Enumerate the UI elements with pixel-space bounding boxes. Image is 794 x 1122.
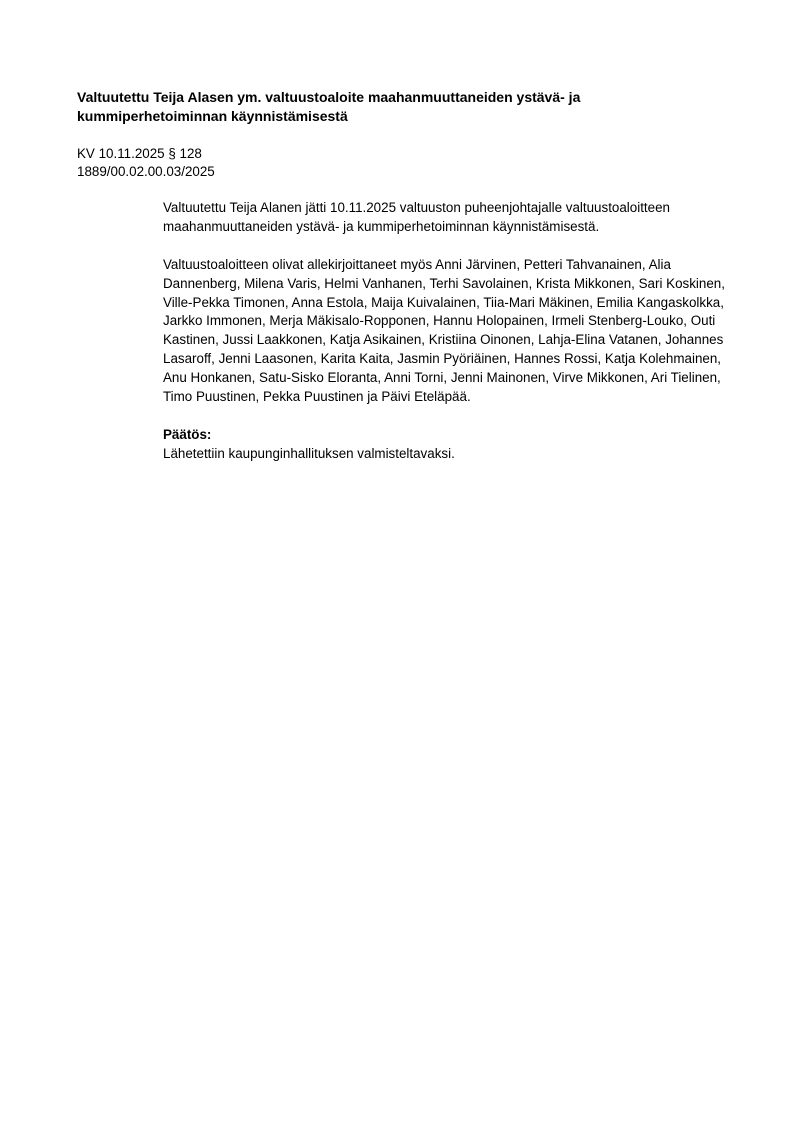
meeting-reference: KV 10.11.2025 § 128	[77, 146, 202, 161]
decision-section	[163, 426, 729, 464]
decision-label: Päätös:	[163, 426, 212, 442]
decision-text: Lähetettiin kaupunginhallituksen valmisteltavaksi.	[163, 445, 455, 461]
document-title: Valtuutettu Teija Alasen ym. valtuustoaloite maahanmuuttaneiden ystävä- ja kummiperhetoiminnan käynnistämisestä	[77, 89, 581, 124]
paragraph-initiative: Valtuutettu Teija Alanen jätti 10.11.2025 valtuuston puheenjohtajalle valtuustoaloitteen maahanmuuttaneiden ystävä- ja kummiperhetoiminnan käynnistämisestä.	[163, 200, 670, 234]
document-meta	[77, 145, 215, 181]
paragraph-signatories: Valtuustoaloitteen olivat allekirjoittaneet myös Anni Järvinen, Petteri Tahvanainen, Alia Dannenberg, Milena Varis, Helmi Vanhanen, Terhi Savolainen, Krista Mikkonen, Sari Koskinen, Ville-Pekka Timonen, Anna Estola, Maija Kuivalainen, Tiia-Mari Mäkinen, Emilia Kangaskolkka, Jarkko Immonen, Merja Mäkisalo-Ropponen, Hannu Holopainen, Irmeli Stenberg-Louko, Outi Kastinen, Jussi Laakkonen, Katja Asikainen, Kristiina Oinonen, Lahja-Elina Vatanen, Johannes Lasaroff, Jenni Laasonen, Karita Kaita, Jasmin Pyöriäinen, Hannes Rossi, Katja Kolehmainen, Anu Honkanen, Satu-Sisko Eloranta, Anni Torni, Jenni Mainonen, Virve Mikkonen, Ari Tielinen, Timo Puustinen, Pekka Puustinen ja Päivi Eteläpää.	[163, 256, 725, 405]
document-body	[163, 199, 729, 464]
record-id: 1889/00.02.00.03/2025	[77, 164, 215, 179]
